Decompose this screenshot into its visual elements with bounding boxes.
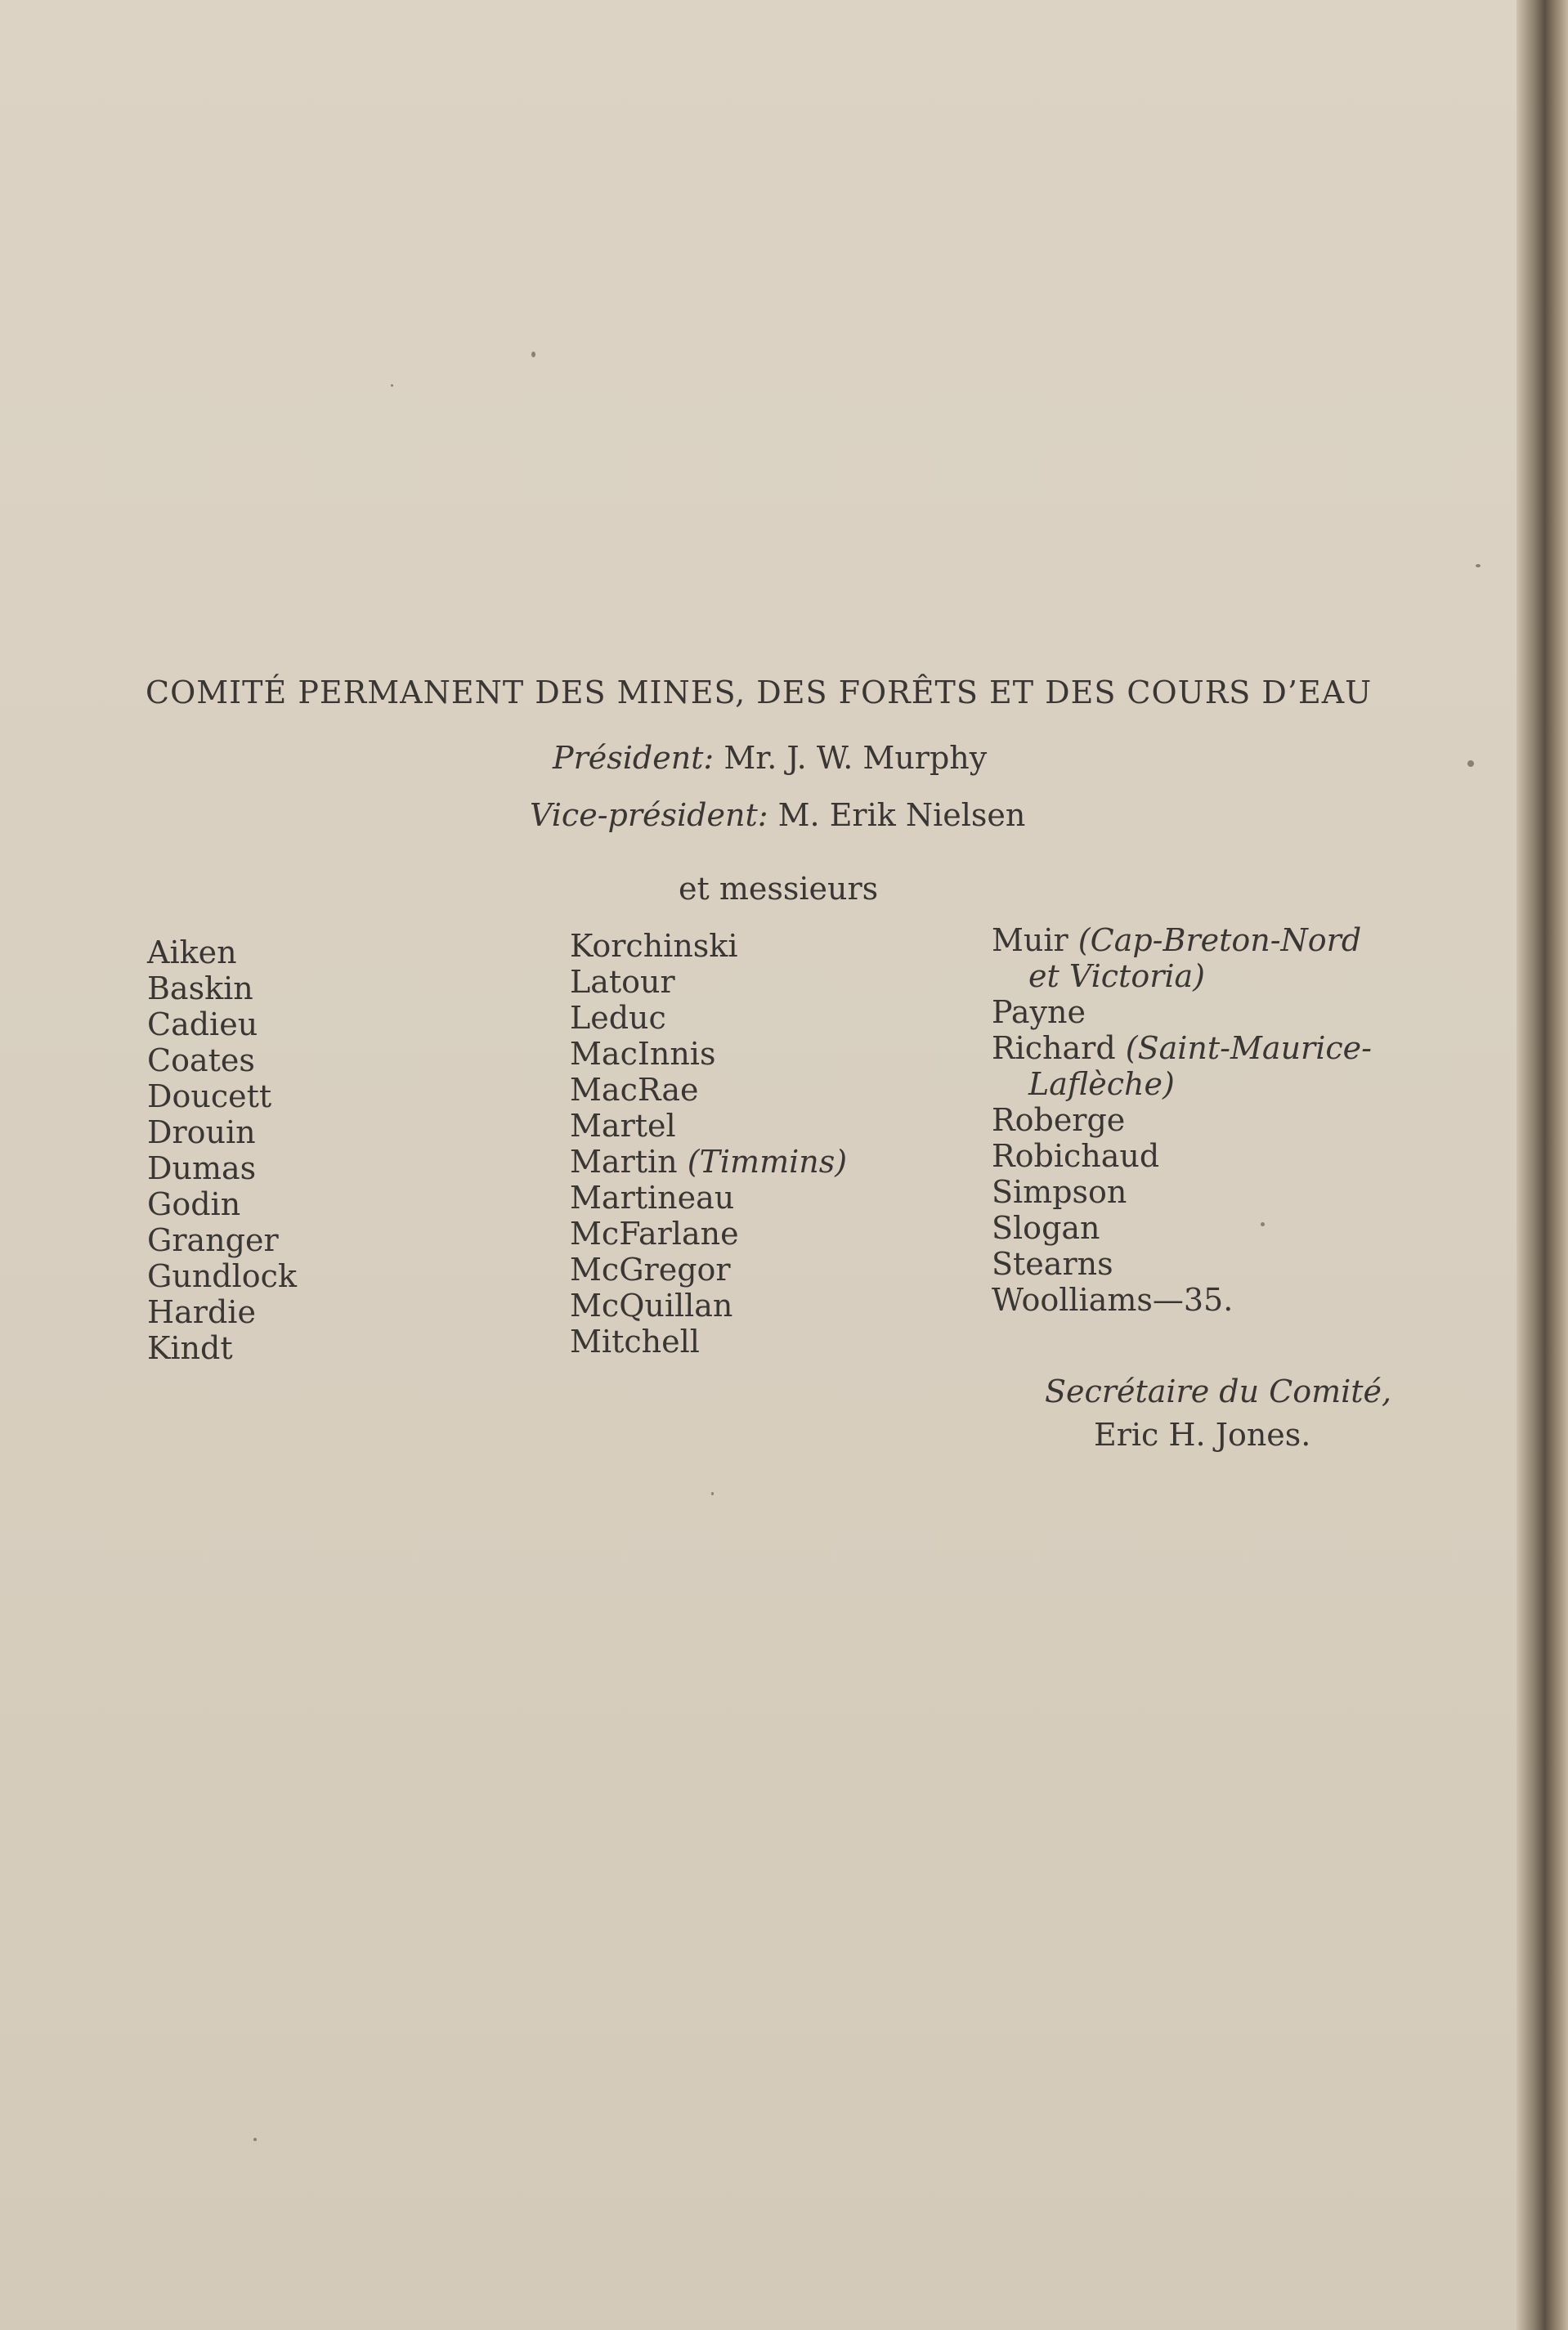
member-name: Korchinski — [570, 928, 738, 964]
member-riding: (Cap-Breton-Nord — [1077, 922, 1362, 958]
member-name: Aiken — [147, 934, 237, 970]
president-name: Mr. J. W. Murphy — [724, 740, 988, 776]
member-name: Muir — [992, 922, 1068, 958]
secretary-label: Secrétaire du Comité, — [1045, 1373, 1392, 1409]
member-name: Kindt — [147, 1330, 233, 1366]
member-name: Baskin — [147, 970, 253, 1006]
member-name: Dumas — [147, 1150, 257, 1186]
member-name: Woolliams—35. — [992, 1282, 1234, 1318]
member-name: Stearns — [992, 1246, 1113, 1282]
member-riding: (Saint-Maurice- — [1125, 1030, 1372, 1066]
member-riding-continued: et Victoria) — [1028, 958, 1205, 994]
member-name: Hardie — [147, 1294, 256, 1330]
vice-president-line — [530, 797, 1025, 833]
binding-edge — [1516, 0, 1568, 2330]
paper-speck — [531, 352, 535, 357]
member-riding: (Timmins) — [687, 1144, 848, 1180]
president-label: Président: — [553, 740, 715, 776]
members-column-1 — [147, 934, 297, 1366]
member-name: Martel — [570, 1108, 676, 1144]
committee-title: COMITÉ PERMANENT DES MINES, DES FORÊTS ET DES COURS D’EAU — [146, 674, 1373, 710]
members-column-3 — [992, 922, 1372, 1318]
member-entry-richard — [992, 1030, 1372, 1066]
vice-president-name: M. Erik Nielsen — [777, 797, 1026, 833]
member-riding-continued: Laflèche) — [1028, 1066, 1175, 1102]
member-name: Drouin — [147, 1114, 256, 1150]
paper-speck — [711, 1492, 714, 1495]
member-name: Granger — [147, 1222, 279, 1258]
member-name: Slogan — [992, 1210, 1100, 1246]
member-name: Robichaud — [992, 1138, 1160, 1174]
member-entry-martin — [570, 1144, 847, 1180]
member-name: MacInnis — [570, 1036, 716, 1072]
member-name: Martin — [570, 1144, 678, 1180]
member-name: Richard — [992, 1030, 1116, 1066]
member-entry-muir — [992, 922, 1372, 958]
paper-speck — [1476, 564, 1481, 567]
member-name: Payne — [992, 994, 1086, 1030]
member-name: MacRae — [570, 1072, 699, 1108]
member-name: Coates — [147, 1042, 255, 1078]
member-name: Leduc — [570, 1000, 666, 1036]
et-messieurs: et messieurs — [679, 871, 879, 907]
member-name: McGregor — [570, 1252, 731, 1288]
member-name: Simpson — [992, 1174, 1127, 1210]
member-name: McQuillan — [570, 1288, 733, 1324]
vice-president-label: Vice-président: — [530, 797, 768, 833]
secretary-name: Eric H. Jones. — [1094, 1417, 1311, 1453]
paper-speck — [1467, 760, 1474, 767]
member-name: McFarlane — [570, 1216, 739, 1252]
member-name: Cadieu — [147, 1006, 258, 1042]
president-line — [553, 740, 987, 776]
member-name: Gundlock — [147, 1258, 297, 1294]
member-name: Martineau — [570, 1180, 735, 1216]
members-column-2 — [570, 928, 847, 1360]
paper-speck — [391, 384, 393, 387]
member-name: Roberge — [992, 1102, 1126, 1138]
member-name: Mitchell — [570, 1324, 700, 1360]
member-name: Godin — [147, 1186, 241, 1222]
member-name: Latour — [570, 964, 675, 1000]
paper-speck — [253, 2138, 257, 2141]
member-name: Doucett — [147, 1078, 272, 1114]
